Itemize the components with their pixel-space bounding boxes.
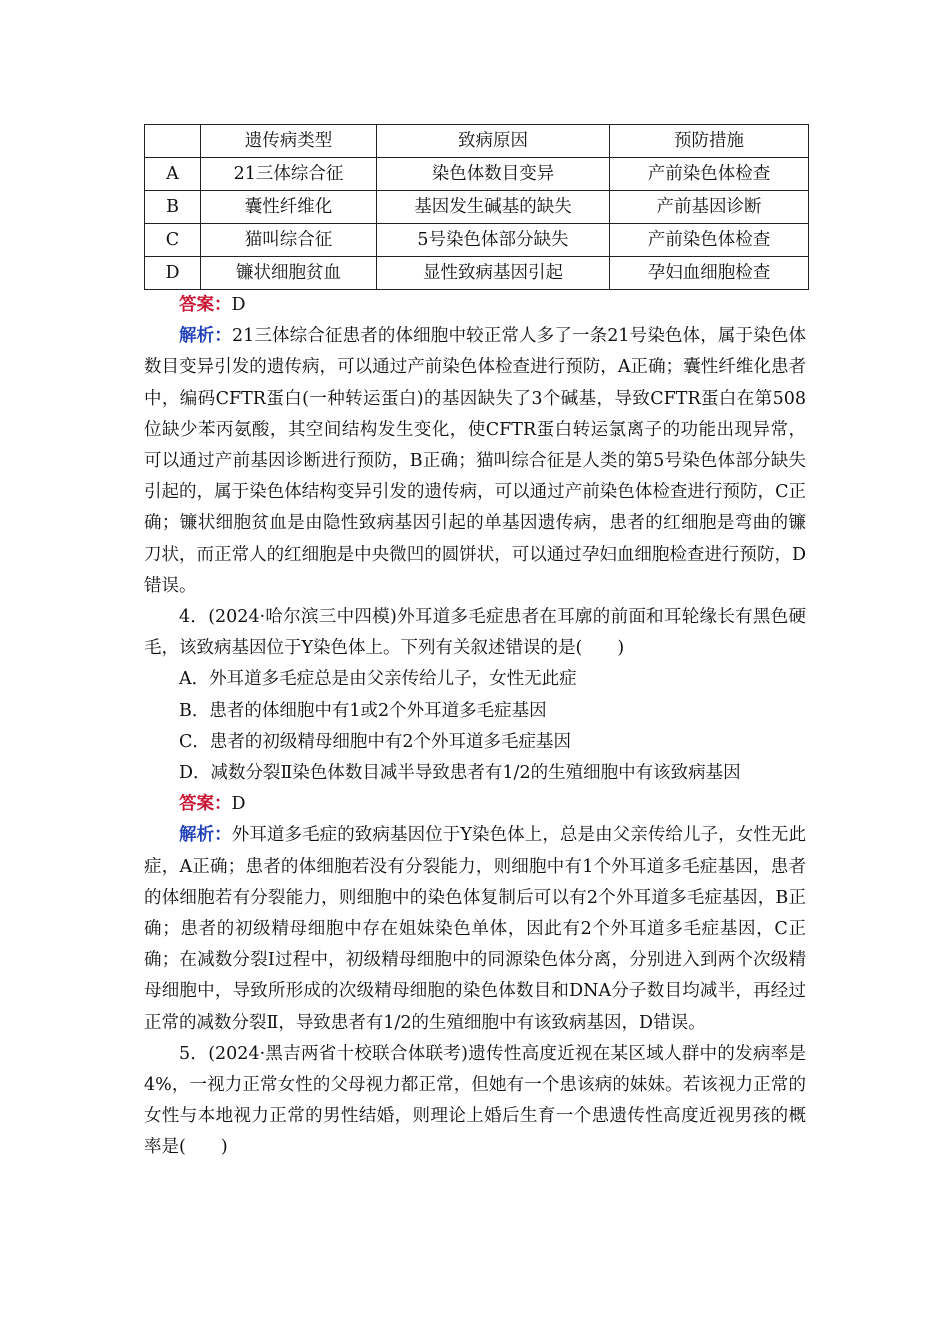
table-row [145,224,809,257]
table-cell: 镰状细胞贫血 [201,257,377,290]
option-c: C．患者的初级精母细胞中有2个外耳道多毛症基因 [179,731,572,752]
analysis-paragraph [144,321,806,602]
table-cell: C [145,224,201,257]
option-b: B．患者的体细胞中有1或2个外耳道多毛症基因 [179,700,547,721]
table-row [145,257,809,290]
table-cell: 染色体数目变异 [377,158,610,191]
table-cell: 显性致病基因引起 [377,257,610,290]
table-header-row [145,125,809,158]
table-header-cell: 遗传病类型 [201,125,377,158]
table-cell: 猫叫综合征 [201,224,377,257]
table-cell: 5号染色体部分缺失 [377,224,610,257]
table-header-cell: 致病原因 [377,125,610,158]
table-cell: 产前基因诊断 [610,191,809,224]
table-cell: 产前染色体检查 [610,158,809,191]
analysis-text: 21三体综合征患者的体细胞中较正常人多了一条21号染色体，属于染色体数目变异引发的遗传病，可以通过产前染色体检查进行预防，A正确；囊性纤维化患者中，编码CFTR蛋白(一种转运蛋白)的基因缺失了3个碱基，导致CFTR蛋白在第508位缺少苯丙氨酸，其空间结构发生变化，使CFTR蛋白转运氯离子的功能出现异常，可以通过产前基因诊断进行预防，B正确；猫叫综合征是人类的第5号染色体部分缺失引起的，属于染色体结构变异引发的遗传病，可以通过产前染色体检查进行预防，C正确；镰状细胞贫血是由隐性致病基因引起的单基因遗传病，患者的红细胞是弯曲的镰刀状，而正常人的红细胞是中央微凹的圆饼状，可以通过孕妇血细胞检查进行预防，D错误。 [144,326,806,596]
table-cell: B [145,191,201,224]
table-cell: 基因发生碱基的缺失 [377,191,610,224]
option-a: A．外耳道多毛症总是由父亲传给儿子，女性无此症 [179,669,577,690]
answer-label: 答案： [179,295,232,315]
document-page [144,124,806,1164]
analysis-text: 外耳道多毛症的致病基因位于Y染色体上，总是由父亲传给儿子，女性无此症，A正确；患者的体细胞若没有分裂能力，则细胞中有1个外耳道多毛症基因，患者的体细胞若有分裂能力，则细胞中的染色体复制后可以有2个外耳道多毛症基因，B正确；患者的初级精母细胞中存在姐妹染色单体，因此有2个外耳道多毛症基因，C正确；在减数分裂Ⅰ过程中，初级精母细胞中的同源染色体分离，分别进入到两个次级精母细胞中，导致所形成的次级精母细胞的染色体数目和DNA分子数目均减半，再经过正常的减数分裂Ⅱ，导致患者有1/2的生殖细胞中有该致病基因，D错误。 [144,825,807,1033]
analysis-paragraph [144,820,806,1038]
analysis-label: 解析： [179,326,232,347]
answer-value: D [231,295,246,315]
table-header-cell [145,125,201,158]
table-cell: D [145,257,201,290]
table-cell: A [145,158,201,191]
answer-label: 答案： [179,794,232,815]
table-cell: 孕妇血细胞检查 [610,257,809,290]
genetic-disease-table [144,124,809,290]
question-stem: 4．(2024·哈尔滨三中四模)外耳道多毛症患者在耳廓的前面和耳轮缘长有黑色硬毛，该致病基因位于Y染色体上。下列有关叙述错误的是( ) [144,607,806,659]
answer-value: D [231,794,246,815]
table-cell: 囊性纤维化 [201,191,377,224]
table-header-cell: 预防措施 [610,125,809,158]
table-cell: 21三体综合征 [201,158,377,191]
table-cell: 产前染色体检查 [610,224,809,257]
answer-line [144,789,806,820]
option-d: D．减数分裂Ⅱ染色体数目减半导致患者有1/2的生殖细胞中有该致病基因 [179,763,741,784]
table-row [145,191,809,224]
table-row [145,158,809,191]
question-stem: 5．(2024·黑吉两省十校联合体联考)遗传性高度近视在某区域人群中的发病率是4%，一视力正常女性的父母视力都正常，但她有一个患该病的妹妹。若该视力正常的女性与本地视力正常的男性结婚，则理论上婚后生育一个患遗传性高度近视男孩的概率是( ) [144,1043,806,1158]
answer-line [144,290,806,321]
analysis-label: 解析： [179,825,232,846]
